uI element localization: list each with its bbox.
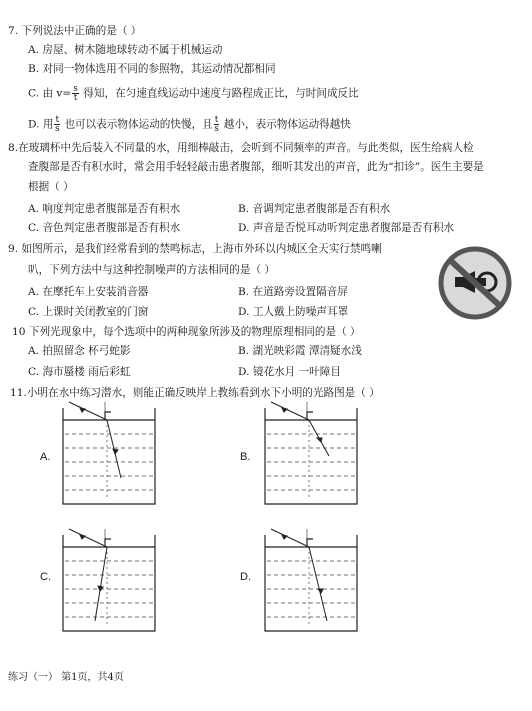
q7d-numerator-2: t [214,115,219,125]
q9-option-a: A. 在摩托车上安装消音器 [28,286,149,298]
q10-option-c: C. 海市蜃楼 雨后彩虹 [28,366,131,378]
diagram-b [257,398,367,510]
q7d-denominator-1: s [54,124,60,134]
diagram-a [55,398,165,510]
diagram-d-label: D. [240,571,251,583]
q10-option-b: B. 湖光映彩霞 潭清疑水浅 [238,345,362,357]
q9-option-c: C. 上课时关闭教室的门窗 [28,306,149,318]
diagram-c [55,525,165,637]
q7-stem: 7. 下列说法中正确的是（ ） [8,25,142,37]
q8-option-c: C. 音色判定患者腹部是否有积水 [28,222,181,234]
q7-option-d [28,116,351,133]
diagram-a-label: A. [40,451,51,463]
q7d-numerator-1: t [55,115,60,125]
q7d-mid: 也可以表示物体运动的快慢，且 [61,118,213,131]
q7-option-a: A. 房屋、树木随地球转动不属于机械运动 [28,44,223,56]
q9-option-d: D. 工人戴上防噪声耳罩 [238,306,349,318]
q7d-post: 越小，表示物体运动得越快 [220,118,351,131]
q8-stem-line3: 根据（ ） [28,181,74,193]
q7d-pre: D. 用 [28,118,54,131]
q7-option-b: B. 对同一物体选用不同的参照物，其运动情况都相同 [28,63,276,75]
q8-option-d: D. 声音是否悦耳动听判定患者腹部是否有积水 [238,222,455,234]
q7c-numerator: s [73,84,78,94]
q7-option-c [28,85,359,102]
q7c-post: 得知，在匀速直线运动中速度与路程成正比，与时间成反比 [79,87,359,100]
q10-option-d: D. 镜花水月 一叶障目 [238,366,341,378]
q9-option-b: B. 在道路旁设置隔音屏 [238,286,348,298]
q7d-fraction-1 [54,116,60,133]
diagram-c-label: C. [40,571,51,583]
diagram-b-label: B. [240,451,251,463]
q7d-denominator-2: s [214,124,219,134]
q8-stem-line1: 8.在玻璃杯中先后装入不同量的水，用细棒敲击，会听到不同频率的声音。与此类似，医生给病人检 [8,142,474,154]
diagram-d [257,525,367,637]
page-footer: 练习（一） 第1页，共4页 [8,672,124,683]
q8-option-b: B. 音调判定患者腹部是否有积水 [238,203,391,215]
q11-stem: 11.小明在水中练习潜水，则能正确反映岸上教练看到水下小明的光路图是（ ） [10,387,380,399]
q10-option-a: A. 拍照留念 杯弓蛇影 [28,345,131,357]
q7c-fraction [72,85,79,102]
q9-stem-line2: 叭，下列方法中与这种控制噪声的方法相同的是（ ） [28,264,276,276]
q7c-denominator: t [73,93,78,103]
no-horn-sign-icon [437,245,513,321]
q9-stem-line1: 9. 如图所示，是我们经常看到的禁鸣标志，上海市外环以内城区全天实行禁鸣喇 [8,243,382,255]
q8-stem-line2: 查腹部是否有积水时，常会用手轻轻敲击患者腹部，细听其发出的声音，此为“扣诊”。医生主要是 [28,161,484,173]
q7c-pre: C. 由 v= [28,87,72,100]
q8-option-a: A. 响度判定患者腹部是否有积水 [28,203,181,215]
q10-stem: 10 下列光现象中，每个选项中的两种现象所涉及的物理原理相同的是（ ） [12,326,361,338]
q7d-fraction-2 [214,116,220,133]
